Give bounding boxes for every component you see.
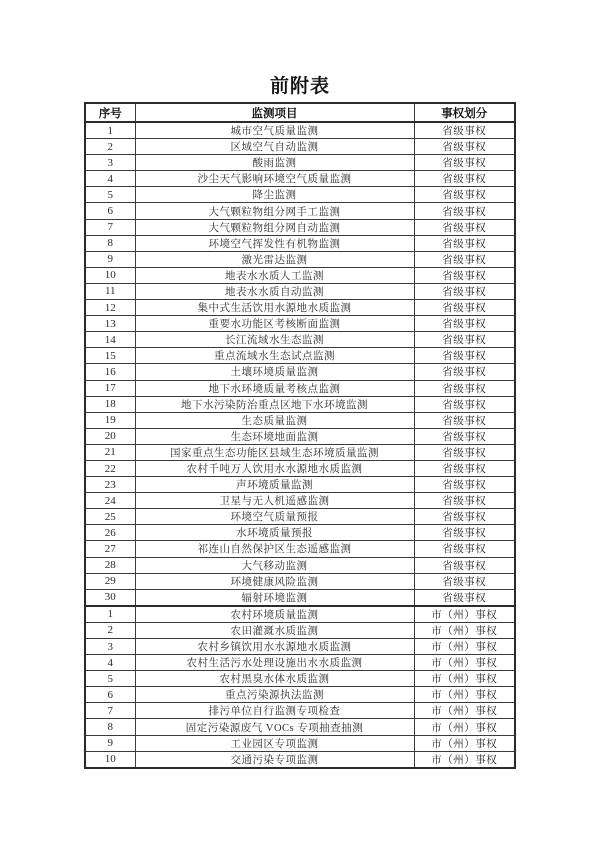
table-row [85,364,515,380]
row-authority: 省级事权 [414,444,515,460]
table-row [85,219,515,235]
row-number: 7 [85,703,135,719]
table-row [85,557,515,573]
row-item: 环境空气挥发性有机物监测 [135,235,414,251]
header-authority-division: 事权划分 [414,103,515,122]
row-authority: 省级事权 [414,460,515,476]
row-number: 15 [85,348,135,364]
table-row [85,412,515,428]
row-number: 27 [85,541,135,557]
row-authority: 市（州）事权 [414,655,515,671]
row-item: 地下水污染防治重点区地下水环境监测 [135,396,414,412]
row-number: 13 [85,316,135,332]
row-item: 地表水水质人工监测 [135,267,414,283]
row-number: 12 [85,300,135,316]
table-row [85,606,515,623]
table-row [85,460,515,476]
row-item: 农村生活污水处理设施出水水质监测 [135,655,414,671]
table-row [85,589,515,606]
row-authority: 省级事权 [414,541,515,557]
table-row [85,332,515,348]
row-authority: 省级事权 [414,477,515,493]
table-row [85,573,515,589]
row-item: 水环境质量预报 [135,525,414,541]
row-item: 重点流域水生态试点监测 [135,348,414,364]
table-row [85,348,515,364]
row-authority: 省级事权 [414,187,515,203]
table-row [85,477,515,493]
row-item: 长江流域水生态监测 [135,332,414,348]
row-number: 2 [85,139,135,155]
row-authority: 省级事权 [414,493,515,509]
row-item: 环境健康风险监测 [135,573,414,589]
table-row [85,751,515,768]
row-number: 21 [85,444,135,460]
row-number: 6 [85,687,135,703]
row-number: 2 [85,622,135,638]
row-number: 8 [85,719,135,735]
row-item: 农村黑臭水体水质监测 [135,671,414,687]
row-authority: 省级事权 [414,364,515,380]
row-authority: 省级事权 [414,589,515,606]
row-item: 卫星与无人机遥感监测 [135,493,414,509]
row-item: 城市空气质量监测 [135,122,414,139]
row-authority: 市（州）事权 [414,606,515,623]
row-number: 18 [85,396,135,412]
table-row [85,203,515,219]
row-authority: 市（州）事权 [414,751,515,768]
row-number: 20 [85,428,135,444]
row-number: 3 [85,639,135,655]
row-number: 1 [85,606,135,623]
table-row [85,283,515,299]
table-body [85,122,515,768]
row-authority: 市（州）事权 [414,703,515,719]
row-authority: 省级事权 [414,380,515,396]
table-row [85,428,515,444]
table-row [85,622,515,638]
row-number: 5 [85,187,135,203]
row-item: 集中式生活饮用水源地水质监测 [135,300,414,316]
row-item: 生态环境地面监测 [135,428,414,444]
row-number: 17 [85,380,135,396]
table-row [85,655,515,671]
row-number: 5 [85,671,135,687]
row-number: 4 [85,171,135,187]
row-number: 29 [85,573,135,589]
row-item: 固定污染源废气 VOCs 专项抽查抽测 [135,719,414,735]
header-serial-number: 序号 [85,103,135,122]
row-authority: 市（州）事权 [414,687,515,703]
row-item: 重点污染源执法监测 [135,687,414,703]
row-authority: 省级事权 [414,396,515,412]
table-row [85,251,515,267]
row-item: 地表水水质自动监测 [135,283,414,299]
row-authority: 省级事权 [414,300,515,316]
row-authority: 市（州）事权 [414,719,515,735]
row-item: 工业园区专项监测 [135,735,414,751]
row-number: 4 [85,655,135,671]
row-number: 11 [85,283,135,299]
row-item: 农村千吨万人饮用水水源地水质监测 [135,460,414,476]
row-item: 大气移动监测 [135,557,414,573]
row-authority: 省级事权 [414,332,515,348]
row-authority: 省级事权 [414,557,515,573]
row-authority: 省级事权 [414,235,515,251]
row-item: 沙尘天气影响环境空气质量监测 [135,171,414,187]
row-number: 19 [85,412,135,428]
row-authority: 省级事权 [414,219,515,235]
table-row [85,444,515,460]
row-item: 排污单位自行监测专项检查 [135,703,414,719]
row-authority: 省级事权 [414,267,515,283]
row-number: 8 [85,235,135,251]
row-item: 区域空气自动监测 [135,139,414,155]
table-row [85,703,515,719]
table-row [85,316,515,332]
row-authority: 市（州）事权 [414,671,515,687]
row-number: 1 [85,122,135,139]
table-row [85,187,515,203]
table-row [85,509,515,525]
row-item: 降尘监测 [135,187,414,203]
table-header [85,103,515,122]
table-row [85,380,515,396]
row-number: 7 [85,219,135,235]
table-row [85,122,515,139]
row-item: 声环境质量监测 [135,477,414,493]
table-row [85,687,515,703]
row-number: 30 [85,589,135,606]
row-authority: 省级事权 [414,428,515,444]
row-authority: 省级事权 [414,348,515,364]
row-number: 14 [85,332,135,348]
row-number: 9 [85,251,135,267]
table-row [85,139,515,155]
table-row [85,396,515,412]
table-row [85,155,515,171]
table-row [85,235,515,251]
table-row [85,171,515,187]
row-authority: 市（州）事权 [414,639,515,655]
table-row [85,735,515,751]
row-authority: 省级事权 [414,171,515,187]
row-authority: 省级事权 [414,139,515,155]
table-row [85,525,515,541]
row-item: 生态质量监测 [135,412,414,428]
row-authority: 省级事权 [414,316,515,332]
row-item: 祁连山自然保护区生态遥感监测 [135,541,414,557]
table-row [85,719,515,735]
row-authority: 省级事权 [414,283,515,299]
row-number: 22 [85,460,135,476]
table-row [85,267,515,283]
row-authority: 省级事权 [414,509,515,525]
row-authority: 省级事权 [414,251,515,267]
row-number: 25 [85,509,135,525]
row-item: 交通污染专项监测 [135,751,414,768]
row-item: 辐射环境监测 [135,589,414,606]
row-item: 国家重点生态功能区县域生态环境质量监测 [135,444,414,460]
row-authority: 省级事权 [414,525,515,541]
row-number: 10 [85,751,135,768]
row-item: 环境空气质量预报 [135,509,414,525]
row-number: 26 [85,525,135,541]
row-authority: 市（州）事权 [414,735,515,751]
row-item: 重要水功能区考核断面监测 [135,316,414,332]
row-item: 土壤环境质量监测 [135,364,414,380]
row-authority: 省级事权 [414,412,515,428]
row-number: 24 [85,493,135,509]
row-authority: 省级事权 [414,573,515,589]
row-authority: 省级事权 [414,122,515,139]
table-row [85,493,515,509]
row-item: 大气颗粒物组分网自动监测 [135,219,414,235]
table-row [85,541,515,557]
header-monitoring-item: 监测项目 [135,103,414,122]
row-item: 农田灌溉水质监测 [135,622,414,638]
row-authority: 省级事权 [414,203,515,219]
table-row [85,639,515,655]
monitoring-items-table [84,102,516,769]
row-number: 28 [85,557,135,573]
row-authority: 市（州）事权 [414,622,515,638]
row-number: 23 [85,477,135,493]
table-row [85,671,515,687]
table-row [85,300,515,316]
row-number: 3 [85,155,135,171]
row-item: 农村环境质量监测 [135,606,414,623]
row-number: 10 [85,267,135,283]
row-authority: 省级事权 [414,155,515,171]
page-title: 前附表 [269,76,330,97]
row-number: 9 [85,735,135,751]
row-item: 酸雨监测 [135,155,414,171]
table-header-row [85,103,515,122]
row-item: 激光雷达监测 [135,251,414,267]
row-item: 大气颗粒物组分网手工监测 [135,203,414,219]
row-item: 农村乡镇饮用水水源地水质监测 [135,639,414,655]
row-number: 6 [85,203,135,219]
row-number: 16 [85,364,135,380]
row-item: 地下水环境质量考核点监测 [135,380,414,396]
